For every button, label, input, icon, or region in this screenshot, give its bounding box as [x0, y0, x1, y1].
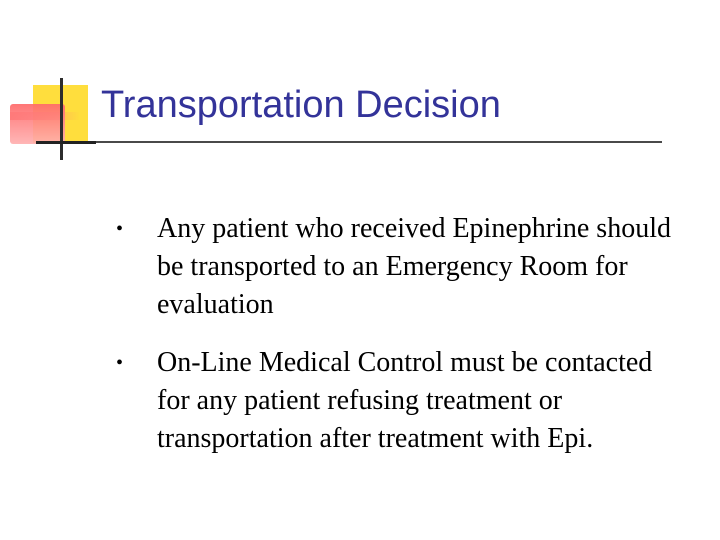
- bullet-list: [116, 210, 676, 478]
- bullet-item: [116, 344, 676, 458]
- slide-title: Transportation Decision: [101, 84, 501, 126]
- decorative-vertical-line: [60, 78, 63, 160]
- bullet-text: On-Line Medical Control must be contacted for any patient refusing treatment or transportation after treatment with Epi.: [157, 347, 653, 454]
- title-underline-accent: [36, 141, 96, 144]
- decorative-red-square: [10, 104, 65, 144]
- decorative-red-streak: [10, 112, 80, 120]
- bullet-marker: •: [116, 352, 124, 374]
- bullet-text: Any patient who received Epinephrine should be transported to an Emergency Room for evaluation: [157, 213, 671, 320]
- title-underline-rule: [36, 141, 662, 143]
- bullet-marker: •: [116, 218, 124, 240]
- bullet-item: [116, 210, 676, 324]
